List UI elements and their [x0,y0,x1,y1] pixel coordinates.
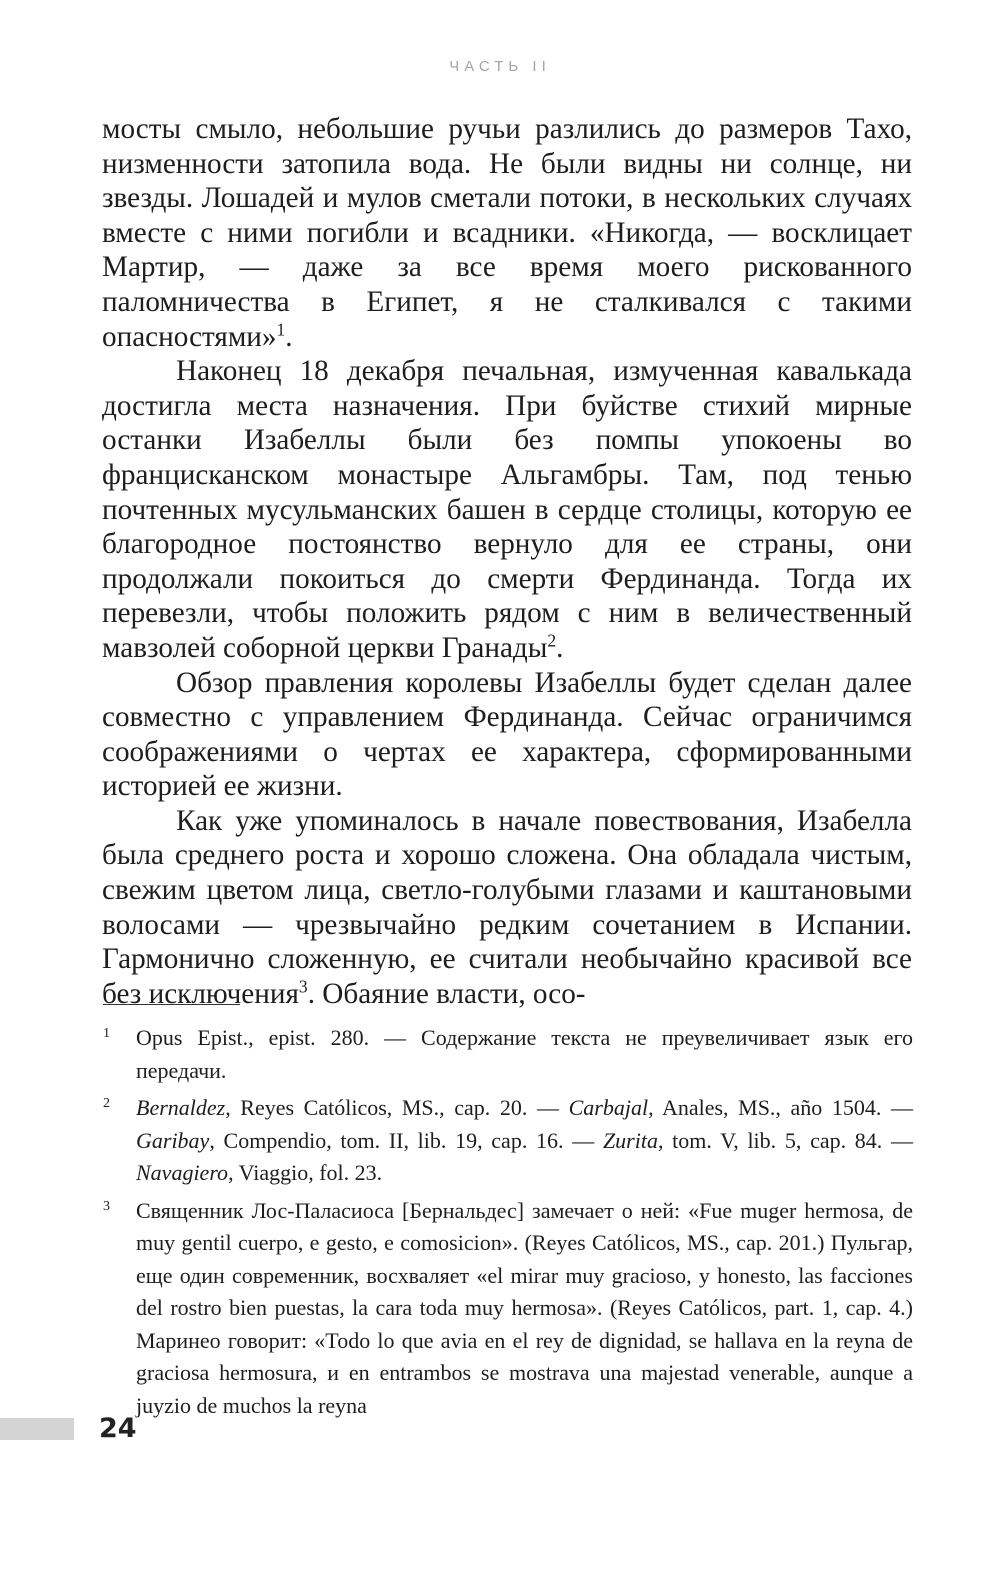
footnote-text: Opus Epist., epist. 280. — Содержание текста не преувеличивает язык его передачи. [136,1025,913,1083]
paragraph [102,112,912,354]
paragraph-text: . Обаяние власти, осо- [307,977,586,1010]
citation-text: , Anales, MS., año 1504. — [648,1095,913,1120]
paragraph-text: Наконец 18 декабря печальная, измученная кавалькада достигла места назначения. При буйстве стихий мирные останки Изабеллы были без помпы упокоены во францисканском монастыре Альгамбры. Там, под тенью почтенных мусульманских башен в сердце столицы, которую ее благородное постоянство вернуло для ее страны, они продолжали покоиться до смерти Фердинанда. Тогда их перевезли, чтобы положить рядом с ним в величественный мавзолей соборной церкви Гранады [102,355,912,664]
paragraph-text: Как уже упоминалось в начале повествования, Изабелла была среднего роста и хорошо сложена. Она обладала чистым, свежим цветом лица, светло-голубыми глазами и каштановыми волосами — чрезвычайно редким сочетанием в Испании. Гармонично сложенную, ее считали необычайно красивой все без исключения [102,804,912,1010]
main-text [102,112,912,1011]
footnote-number: 3 [103,1198,110,1214]
footnote-number: 2 [103,1096,110,1111]
citation-text: , Compendio, tom. II, lib. 19, cap. 16. — [209,1127,603,1153]
paragraph-text: Обзор правления королевы Изабеллы будет сделан далее совместно с управлением Фердинанда. Сейчас ограничимся соображениями о чертах ее характера, сформированными историей ее жизни. [102,666,912,803]
footnote-text: Священник Лос-Паласиоса [Бернальдес] замечает о ней: «Fue muger hermosa, de muy gentil cuerpo, e gesto, e comosicion». (Reyes Católicos, MS., cap. 201.) Пульгар, еще один современник, восхваляет «el mirar muy gracioso, y honesto, las facciones del rostro bien puestas, la cara toda muy hermosa». (Reyes Católicos, part. 1, cap. 4.) Маринео говорит: «Todo lo que avia en el rey de dignidad, se hallava en la reyna de graciosa hermosura, и en entrambos se mostrava una majestad venerable, aunque a juyzio de muchos la reyna [136,1197,913,1418]
author-name: Carbajal [568,1095,649,1120]
author-name: Garibay [136,1127,210,1153]
citation-text: , Reyes Católicos, MS., cap. 20. — [225,1095,569,1120]
paragraph [102,666,912,804]
footnotes [103,1022,913,1427]
footnote [103,1195,913,1423]
author-name: Navagiero [136,1160,229,1185]
footnote-separator [103,1004,240,1005]
footnote [103,1092,913,1190]
paragraph [102,804,912,1012]
author-name: Zurita [602,1127,658,1153]
citation-text: , tom. V, lib. 5, cap. 84. — [657,1127,914,1153]
footnote [103,1022,913,1087]
paragraph-text: . [556,631,564,664]
paragraph-text: . [285,320,293,353]
page-edge-tab [0,1418,74,1440]
citation-text: , Viaggio, fol. 23. [228,1160,383,1185]
footnote-number: 1 [103,1026,110,1041]
author-name: Bernaldez [136,1095,226,1120]
paragraph [102,354,912,665]
running-head: ЧАСТЬ II [449,58,551,75]
footnote-text [136,1092,913,1190]
paragraph-text: мосты смыло, небольшие ручьи разлились до размеров Тахо, низменности затопила вода. Не были видны ни солнце, ни звезды. Лошадей и мулов сметали потоки, в нескольких случаях вместе с ними погибли и всадники. «Никогда, — восклицает Мартир, — даже за все время моего рискованного паломничества в Египет, я не сталкивался с такими опасностями» [102,113,912,353]
footnote-ref: 3 [298,976,308,997]
footnote-ref: 1 [276,318,286,339]
page-number: 24 [99,1413,137,1444]
footnote-ref: 2 [547,630,557,651]
